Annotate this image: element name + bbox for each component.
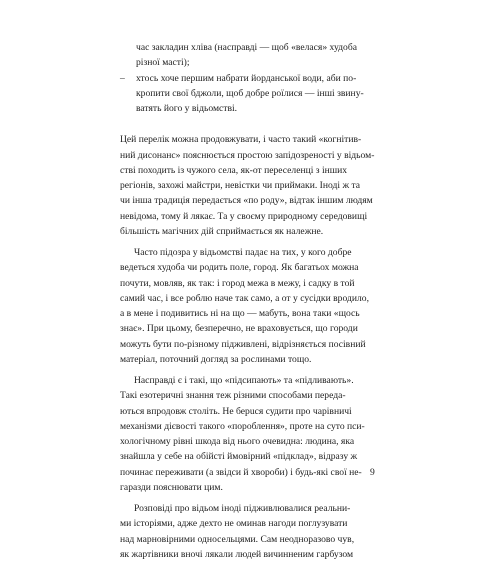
- text-line: хологічному рівні шкода від нього очевидна: людина, яка: [120, 436, 355, 447]
- text-line: над марновірними односельцями. Сам неодноразово чув,: [120, 533, 355, 545]
- text-line: ватять його у відьомстві.: [136, 103, 238, 114]
- text-line: можуть бути по-різному підживлені, відрізняється посівний: [120, 338, 366, 350]
- paragraph: [120, 501, 382, 562]
- text-line: чи інша традиція передається «по роду», відтак іншим людям: [120, 195, 373, 207]
- text-line: ний дисонанс» пояснюється простою запідозреності у відьом-: [120, 149, 375, 161]
- text-line: час закладин хліва (насправді — щоб «велася» худоба: [136, 42, 357, 53]
- text-line: самий час, і все роблю наче так само, а от у сусідки вродило,: [120, 292, 369, 304]
- paragraph: [120, 245, 382, 367]
- text-line: а в мене і подивитись ні на що — мабуть, вона таки «щось: [120, 308, 360, 319]
- list-item: [120, 71, 382, 117]
- text-line: починає переживати (а звідси й хвороби) і будь-які свої не-: [120, 466, 362, 478]
- text-line: Часто підозра у відьомстві падає на тих, у кого добре: [134, 247, 352, 258]
- text-line: матеріал, поточний догляд за рослинами тощо.: [120, 353, 312, 365]
- text-line: почути, мовляв, як так: і город межа в межу, і садку в той: [120, 277, 355, 289]
- text-line: ються впродовж століть. Не берuся судити про чарівничі: [120, 405, 352, 417]
- list-item-continuation: [120, 40, 382, 71]
- text-line: ми історіями, адже дехто не оминав нагоди поглузувати: [120, 518, 348, 530]
- text-line: механізми дієвості такого «пороблення», проте на суто пси-: [120, 420, 365, 432]
- text-line: знає». При цьому, безперечно, не враховується, що городи: [120, 323, 358, 335]
- page-number: 9: [370, 467, 375, 478]
- text-line: більшість магічних дій сприймається як належне.: [120, 225, 324, 237]
- text-line: Розповіді про відьом іноді підживлювалися реальни-: [134, 503, 351, 514]
- text-line: Цей перелік можна продовжувати, і часто такий «когнітив-: [120, 134, 362, 146]
- text-line: Насправді є і такі, що «підсипають» та «підливають».: [134, 375, 354, 386]
- text-line: як жартівники вночі лякали людей вичинненим гарбузом: [120, 548, 354, 560]
- text-line: Такі езотеричні знання теж різними способами переда-: [120, 390, 346, 402]
- text-line: регіонів, захожі майстри, невістки чи приймаки. Іноді ж та: [120, 180, 361, 191]
- text-line: невідома, тому й лякає. Та у своєму природному середовищі: [120, 210, 368, 222]
- text-line: різної масті);: [136, 57, 190, 69]
- text-line: кропити свої бджоли, щоб добре роїлися — інші звину-: [136, 87, 364, 99]
- text-line: стві походить із чужого села, як-от переселенці з інших: [120, 164, 348, 176]
- list-bullet: –: [120, 72, 125, 84]
- paragraph: [120, 373, 382, 495]
- paragraph: [120, 132, 382, 239]
- text-line: знайшла у себе на обійсті ймовірний «підклад», відразу ж: [120, 451, 358, 463]
- text-line: ведеться худоба чи родить поле, город. Як багатьох можна: [120, 262, 359, 274]
- text-line: хтось хоче першим набрати йорданської води, аби по-: [136, 72, 357, 84]
- text-line: гаразди пояснювати цим.: [120, 481, 223, 493]
- page-text: [120, 40, 382, 562]
